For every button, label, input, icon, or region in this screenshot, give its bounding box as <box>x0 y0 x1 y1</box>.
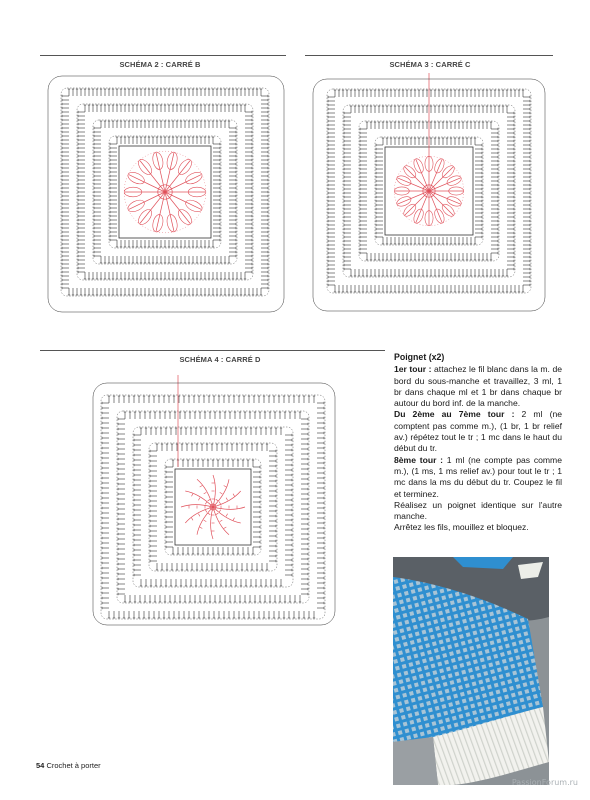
repeat-paragraph: Réalisez un poignet identique sur l'autre manche. <box>394 499 562 522</box>
round-1-paragraph <box>394 364 562 409</box>
schema3-title: SCHÉMA 3 : CARRÉ C <box>389 60 471 69</box>
round-8-text: 1 ml (ne compte pas comme m.), (1 ms, 1 ms relief av.) pour tout le tr ; 1 mc dans la ms du début du tr. Coupez le fil et terminez. <box>394 454 562 499</box>
instructions-column <box>394 352 562 534</box>
round-1-label: 1er tour : <box>394 364 432 375</box>
sleeve-cuff-photo <box>393 557 549 785</box>
schema4-stitches <box>93 375 335 625</box>
schema4-title: SCHÉMA 4 : CARRÉ D <box>179 355 261 364</box>
photo-illustration <box>393 557 549 785</box>
section-heading: Poignet (x2) <box>394 352 445 362</box>
schema2-diagram <box>40 70 290 320</box>
round-2-7-paragraph <box>394 409 562 454</box>
finish-paragraph: Arrêtez les fils, mouillez et bloquez. <box>394 522 529 533</box>
schema4-diagram <box>83 375 353 630</box>
schema4-rule <box>40 350 385 351</box>
schema3-rule <box>305 55 553 56</box>
page-number: 54 <box>36 761 45 770</box>
round-2-7-text: 2 ml (ne comptent pas comme m.), (1 br, 1 br relief av.) répétez tout le tr ; 1 mc dans le haut du début du tr. <box>394 409 563 454</box>
round-8-paragraph <box>394 455 562 500</box>
round-2-7-label: Du 2ème au 7ème tour : <box>394 409 515 420</box>
watermark: PassionForum.ru <box>511 778 578 787</box>
schema3-diagram <box>305 73 553 318</box>
schema2-title: SCHÉMA 2 : CARRÉ B <box>119 60 201 69</box>
round-1-text: attachez le fil blanc dans la m. de bord du sous-manche et travaillez, 3 ml, 1 br dans chaque ml et 1 br dans chaque br autour du bord inf. de la manche. <box>394 364 562 409</box>
round-8-label: 8ème tour : <box>394 454 444 465</box>
schema3-stitches <box>313 73 545 311</box>
page-footer <box>36 761 101 770</box>
magazine-name: Crochet à porter <box>46 761 101 770</box>
schema2-stitches <box>48 76 284 312</box>
schema2-rule <box>40 55 286 56</box>
